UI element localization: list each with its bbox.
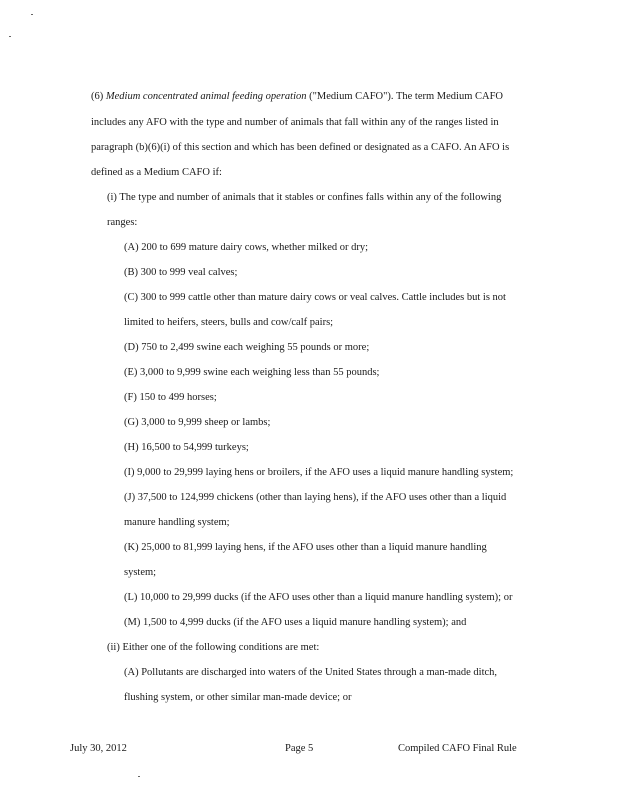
range-k-line-2: system; xyxy=(124,567,157,578)
range-g: (G) 3,000 to 9,999 sheep or lambs; xyxy=(124,417,271,428)
scan-speck xyxy=(31,14,33,15)
range-k-line-1: (K) 25,000 to 81,999 laying hens, if the AFO uses other than a liquid manure handling xyxy=(124,542,487,553)
range-d: (D) 750 to 2,499 swine each weighing 55 pounds or more; xyxy=(124,342,370,353)
range-i: (I) 9,000 to 29,999 laying hens or broilers, if the AFO uses a liquid manure handling system; xyxy=(124,467,514,478)
footer-document-title: Compiled CAFO Final Rule xyxy=(398,743,517,754)
defined-term: Medium concentrated animal feeding operation xyxy=(105,91,307,102)
paragraph-6-line-3: paragraph (b)(6)(i) of this section and which has been defined or designated as a CAFO. An AFO is xyxy=(91,142,510,153)
scan-speck xyxy=(138,776,140,777)
footer-page-number: Page 5 xyxy=(285,743,314,754)
paragraph-ii-a-line-1: (A) Pollutants are discharged into waters of the United States through a man-made ditch, xyxy=(124,667,498,678)
range-f: (F) 150 to 499 horses; xyxy=(124,392,217,403)
range-c-line-1: (C) 300 to 999 cattle other than mature dairy cows or veal calves. Cattle includes but is not xyxy=(124,292,506,303)
range-a: (A) 200 to 699 mature dairy cows, whether milked or dry; xyxy=(124,242,369,253)
range-l: (L) 10,000 to 29,999 ducks (if the AFO uses other than a liquid manure handling system); or xyxy=(124,592,513,603)
paragraph-6-line-2: includes any AFO with the type and number of animals that fall within any of the ranges listed in xyxy=(91,117,499,128)
paragraph-6-line-4: defined as a Medium CAFO if: xyxy=(91,167,222,178)
paragraph-6-line-1 xyxy=(91,90,503,104)
range-j-line-2: manure handling system; xyxy=(124,517,230,528)
range-e: (E) 3,000 to 9,999 swine each weighing less than 55 pounds; xyxy=(124,367,380,378)
paragraph-number: (6) xyxy=(91,91,106,102)
paragraph-i-line-1: (i) The type and number of animals that it stables or confines falls within any of the following xyxy=(107,192,502,203)
paragraph-ii-a-line-2: flushing system, or other similar man-made device; or xyxy=(124,692,352,703)
range-h: (H) 16,500 to 54,999 turkeys; xyxy=(124,442,249,453)
range-b: (B) 300 to 999 veal calves; xyxy=(124,267,238,278)
footer-date: July 30, 2012 xyxy=(70,743,127,754)
range-c-line-2: limited to heifers, steers, bulls and cow/calf pairs; xyxy=(124,317,334,328)
scan-speck xyxy=(9,36,11,37)
paragraph-i-line-2: ranges: xyxy=(107,217,138,228)
range-m: (M) 1,500 to 4,999 ducks (if the AFO uses a liquid manure handling system); and xyxy=(124,617,467,628)
paragraph-text: ("Medium CAFO"). The term Medium CAFO xyxy=(306,91,503,102)
paragraph-ii-line-1: (ii) Either one of the following conditions are met: xyxy=(107,642,320,653)
range-j-line-1: (J) 37,500 to 124,999 chickens (other than laying hens), if the AFO uses other than a liquid xyxy=(124,492,507,503)
